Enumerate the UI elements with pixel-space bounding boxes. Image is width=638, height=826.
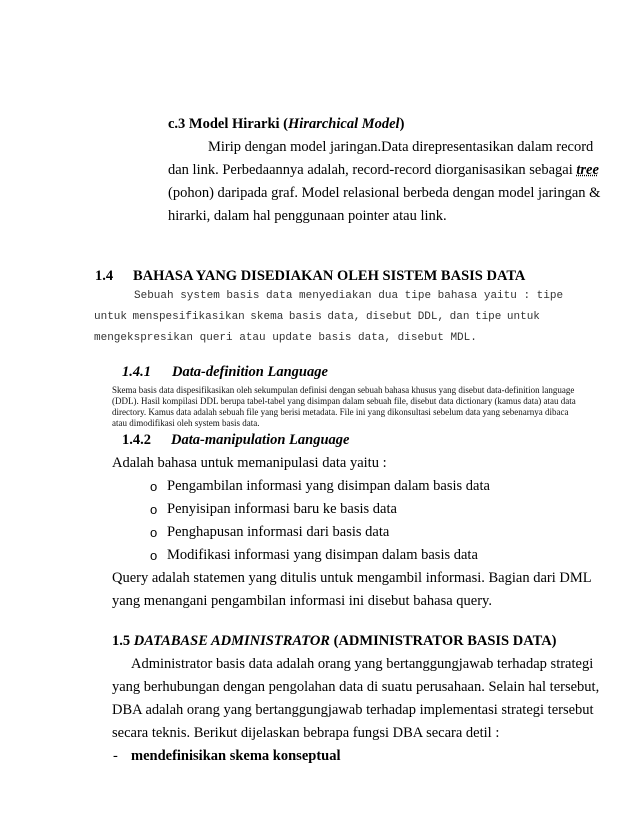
section-1-5-title: (ADMINISTRATOR BASIS DATA) (333, 633, 557, 649)
dba-paragraph-line: DBA adalah orang yang bertanggungjawab terhadap implementasi strategi tersebut (112, 702, 594, 718)
section-1-5-heading (112, 633, 557, 650)
ddl-paragraph-line: directory. Kamus data adalah sebuah file yang berisi metadata. File ini yang dikonsultasi sebelum data yang sebenarnya dibaca (112, 407, 569, 417)
section-1-4-1-title: Data-definition Language (172, 364, 328, 380)
bullet-marker: o (150, 548, 158, 563)
dml-bullet-item: Penyisipan informasi baru ke basis data (167, 501, 397, 517)
dml-bullet-item: Penghapusan informasi dari basis data (167, 524, 390, 540)
dml-bullet-item: Modifikasi informasi yang disimpan dalam basis data (167, 547, 478, 563)
c3-paragraph-line: Mirip dengan model jaringan.Data direpresentasikan dalam record (208, 139, 594, 155)
section-1-4-2-title: Data-manipulation Language (171, 432, 350, 448)
word: menspesifikasikan (132, 311, 245, 323)
word: data, (327, 311, 361, 323)
heading-text-suffix: ) (399, 116, 405, 132)
c3-paragraph-line (168, 162, 599, 179)
word: basis (288, 311, 322, 323)
c3-paragraph-line: hirarki, dalam hal penggunaan pointer atau link. (168, 208, 447, 224)
dml-intro: Adalah bahasa untuk memanipulasi data yaitu : (112, 455, 387, 471)
dba-paragraph-line: Administrator basis data adalah orang yang bertanggungjawab terhadap strategi (131, 656, 594, 672)
section-1-4-title: BAHASA YANG DISEDIAKAN OLEH SISTEM BASIS DATA (133, 268, 526, 284)
dba-paragraph-line: secara teknis. Berikut dijelaskan bebrapa fungsi DBA secara detil : (112, 725, 500, 741)
dba-paragraph-line: yang berhubungan dengan pengolahan data di suatu perusahaan. Selain hal tersebut, (112, 679, 600, 695)
ddl-paragraph-line: Skema basis data dispesifikasikan oleh sekumpulan definisi dengan sebuah bahasa khusus yang disebut data-definition language (112, 385, 575, 395)
word: disebut (365, 311, 413, 323)
section-1-5-number: 1.5 (112, 633, 131, 649)
bullet-marker: o (150, 502, 158, 517)
dba-list-item: mendefinisikan skema konseptual (131, 748, 341, 764)
ddl-paragraph-line: (DDL). Hasil kompilasi DDL berupa tabel-tabel yang disimpan dalam sebuah file, disebut data dictionary (kamus data) atau data (112, 396, 576, 406)
section-1-4-2-number: 1.4.2 (122, 432, 151, 448)
dml-paragraph-line: yang menangani pengambilan informasi ini disebut bahasa query. (112, 593, 492, 609)
dml-paragraph-line: Query adalah statemen yang ditulis untuk mengambil informasi. Bagian dari DML (112, 570, 592, 586)
bullet-marker: o (150, 479, 158, 494)
s14-line: Sebuah system basis data menyediakan dua tipe bahasa yaitu : tipe (134, 290, 564, 302)
s14-line: mengekspresikan queri atau update basis data, disebut MDL. (94, 332, 477, 344)
section-1-4-number: 1.4 (95, 268, 114, 284)
s14-justified-line (94, 311, 540, 323)
heading-text: c.3 Model Hirarki ( (168, 116, 289, 132)
section-1-5-title-italic: DATABASE ADMINISTRATOR (133, 633, 330, 649)
bullet-marker: o (150, 525, 158, 540)
c3-line-text: dan link. Perbedaannya adalah, record-record diorganisasikan sebagai (168, 162, 573, 178)
word: untuk (94, 311, 128, 323)
dba-list-dash: - (113, 748, 118, 764)
word: untuk (506, 311, 540, 323)
c3-paragraph-line: (pohon) daripada graf. Model relasional berbeda dengan model jaringan & (168, 185, 601, 201)
section-c3-heading (168, 116, 404, 133)
heading-italic-text: Hirarchical Model (288, 116, 400, 132)
word: tipe (474, 311, 502, 323)
word: dan (449, 311, 470, 323)
word: skema (250, 311, 284, 323)
ddl-paragraph-line: atau dimodifikasi oleh system basis data. (112, 418, 260, 428)
section-1-4-1-number: 1.4.1 (122, 364, 151, 380)
dml-bullet-item: Pengambilan informasi yang disimpan dalam basis data (167, 478, 490, 494)
word: DDL, (417, 311, 445, 323)
tree-term: tree (576, 162, 599, 178)
